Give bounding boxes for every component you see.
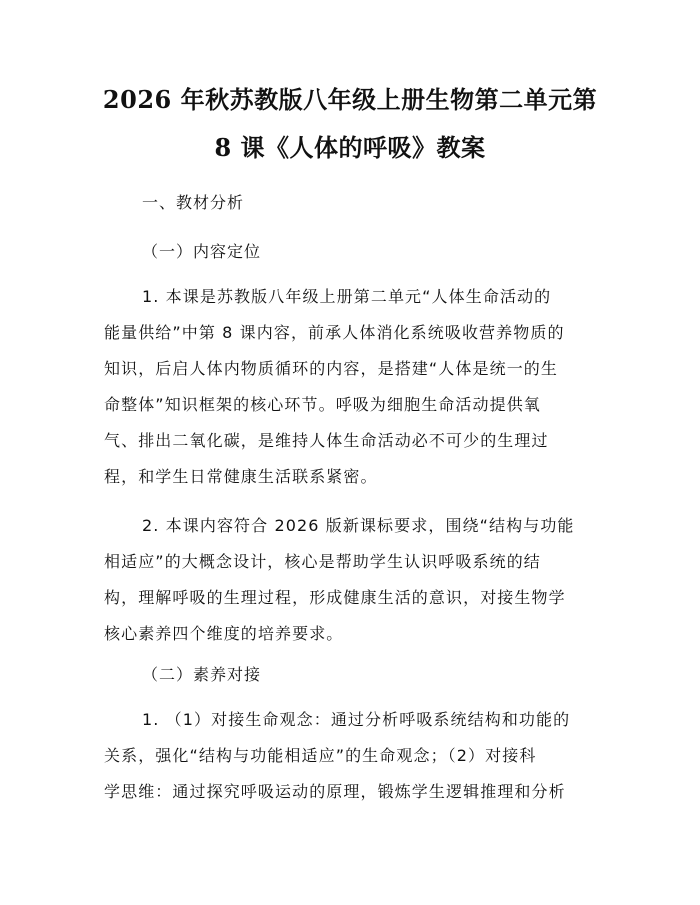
paragraph-line: 程，和学生日常健康生活联系紧密。 bbox=[104, 467, 378, 486]
paragraph-line: 知识，后启人体内物质循环的内容，是搭建“人体是统一的生 bbox=[104, 359, 558, 378]
paragraph-line: 1. 本课是苏教版八年级上册第二单元“人体生命活动的 bbox=[142, 287, 552, 306]
paragraph-line: 核心素养四个维度的培养要求。 bbox=[104, 624, 344, 643]
paragraph-line: 相适应”的大概念设计，核心是帮助学生认识呼吸系统的结 bbox=[104, 552, 541, 571]
paragraph-line: 学思维：通过探究呼吸运动的原理，锻炼学生逻辑推理和分析 bbox=[104, 782, 566, 801]
paragraph-line: 构，理解呼吸的生理过程，形成健康生活的意识，对接生物学 bbox=[104, 588, 566, 607]
paragraph-content-position-2 bbox=[104, 508, 600, 652]
paragraph-line: 气、排出二氧化碳，是维持人体生命活动必不可少的生理过 bbox=[104, 431, 549, 450]
document-title-line-1: 2026 年秋苏教版八年级上册生物第二单元第 bbox=[102, 85, 598, 114]
paragraph-line: 能量供给”中第 8 课内容，前承人体消化系统吸收营养物质的 bbox=[104, 323, 565, 342]
paragraph-line: 关系，强化“结构与功能相适应”的生命观念；（2）对接科 bbox=[104, 746, 537, 765]
document-title-line-2: 8 课《人体的呼吸》教案 bbox=[214, 133, 486, 162]
section-heading-textbook-analysis: 一、教材分析 bbox=[142, 193, 245, 212]
paragraph-line: 2. 本课内容符合 2026 版新课标要求，围绕“结构与功能 bbox=[142, 516, 575, 535]
paragraph-literacy-alignment-1 bbox=[104, 702, 600, 810]
subsection-heading-content-position: （一）内容定位 bbox=[142, 242, 262, 261]
paragraph-content-position-1 bbox=[104, 279, 600, 495]
paragraph-line: 命整体”知识框架的核心环节。呼吸为细胞生命活动提供氧 bbox=[104, 395, 541, 414]
subsection-heading-literacy-alignment: （二）素养对接 bbox=[142, 665, 262, 684]
paragraph-line: 1. （1）对接生命观念：通过分析呼吸系统结构和功能的 bbox=[142, 710, 571, 729]
